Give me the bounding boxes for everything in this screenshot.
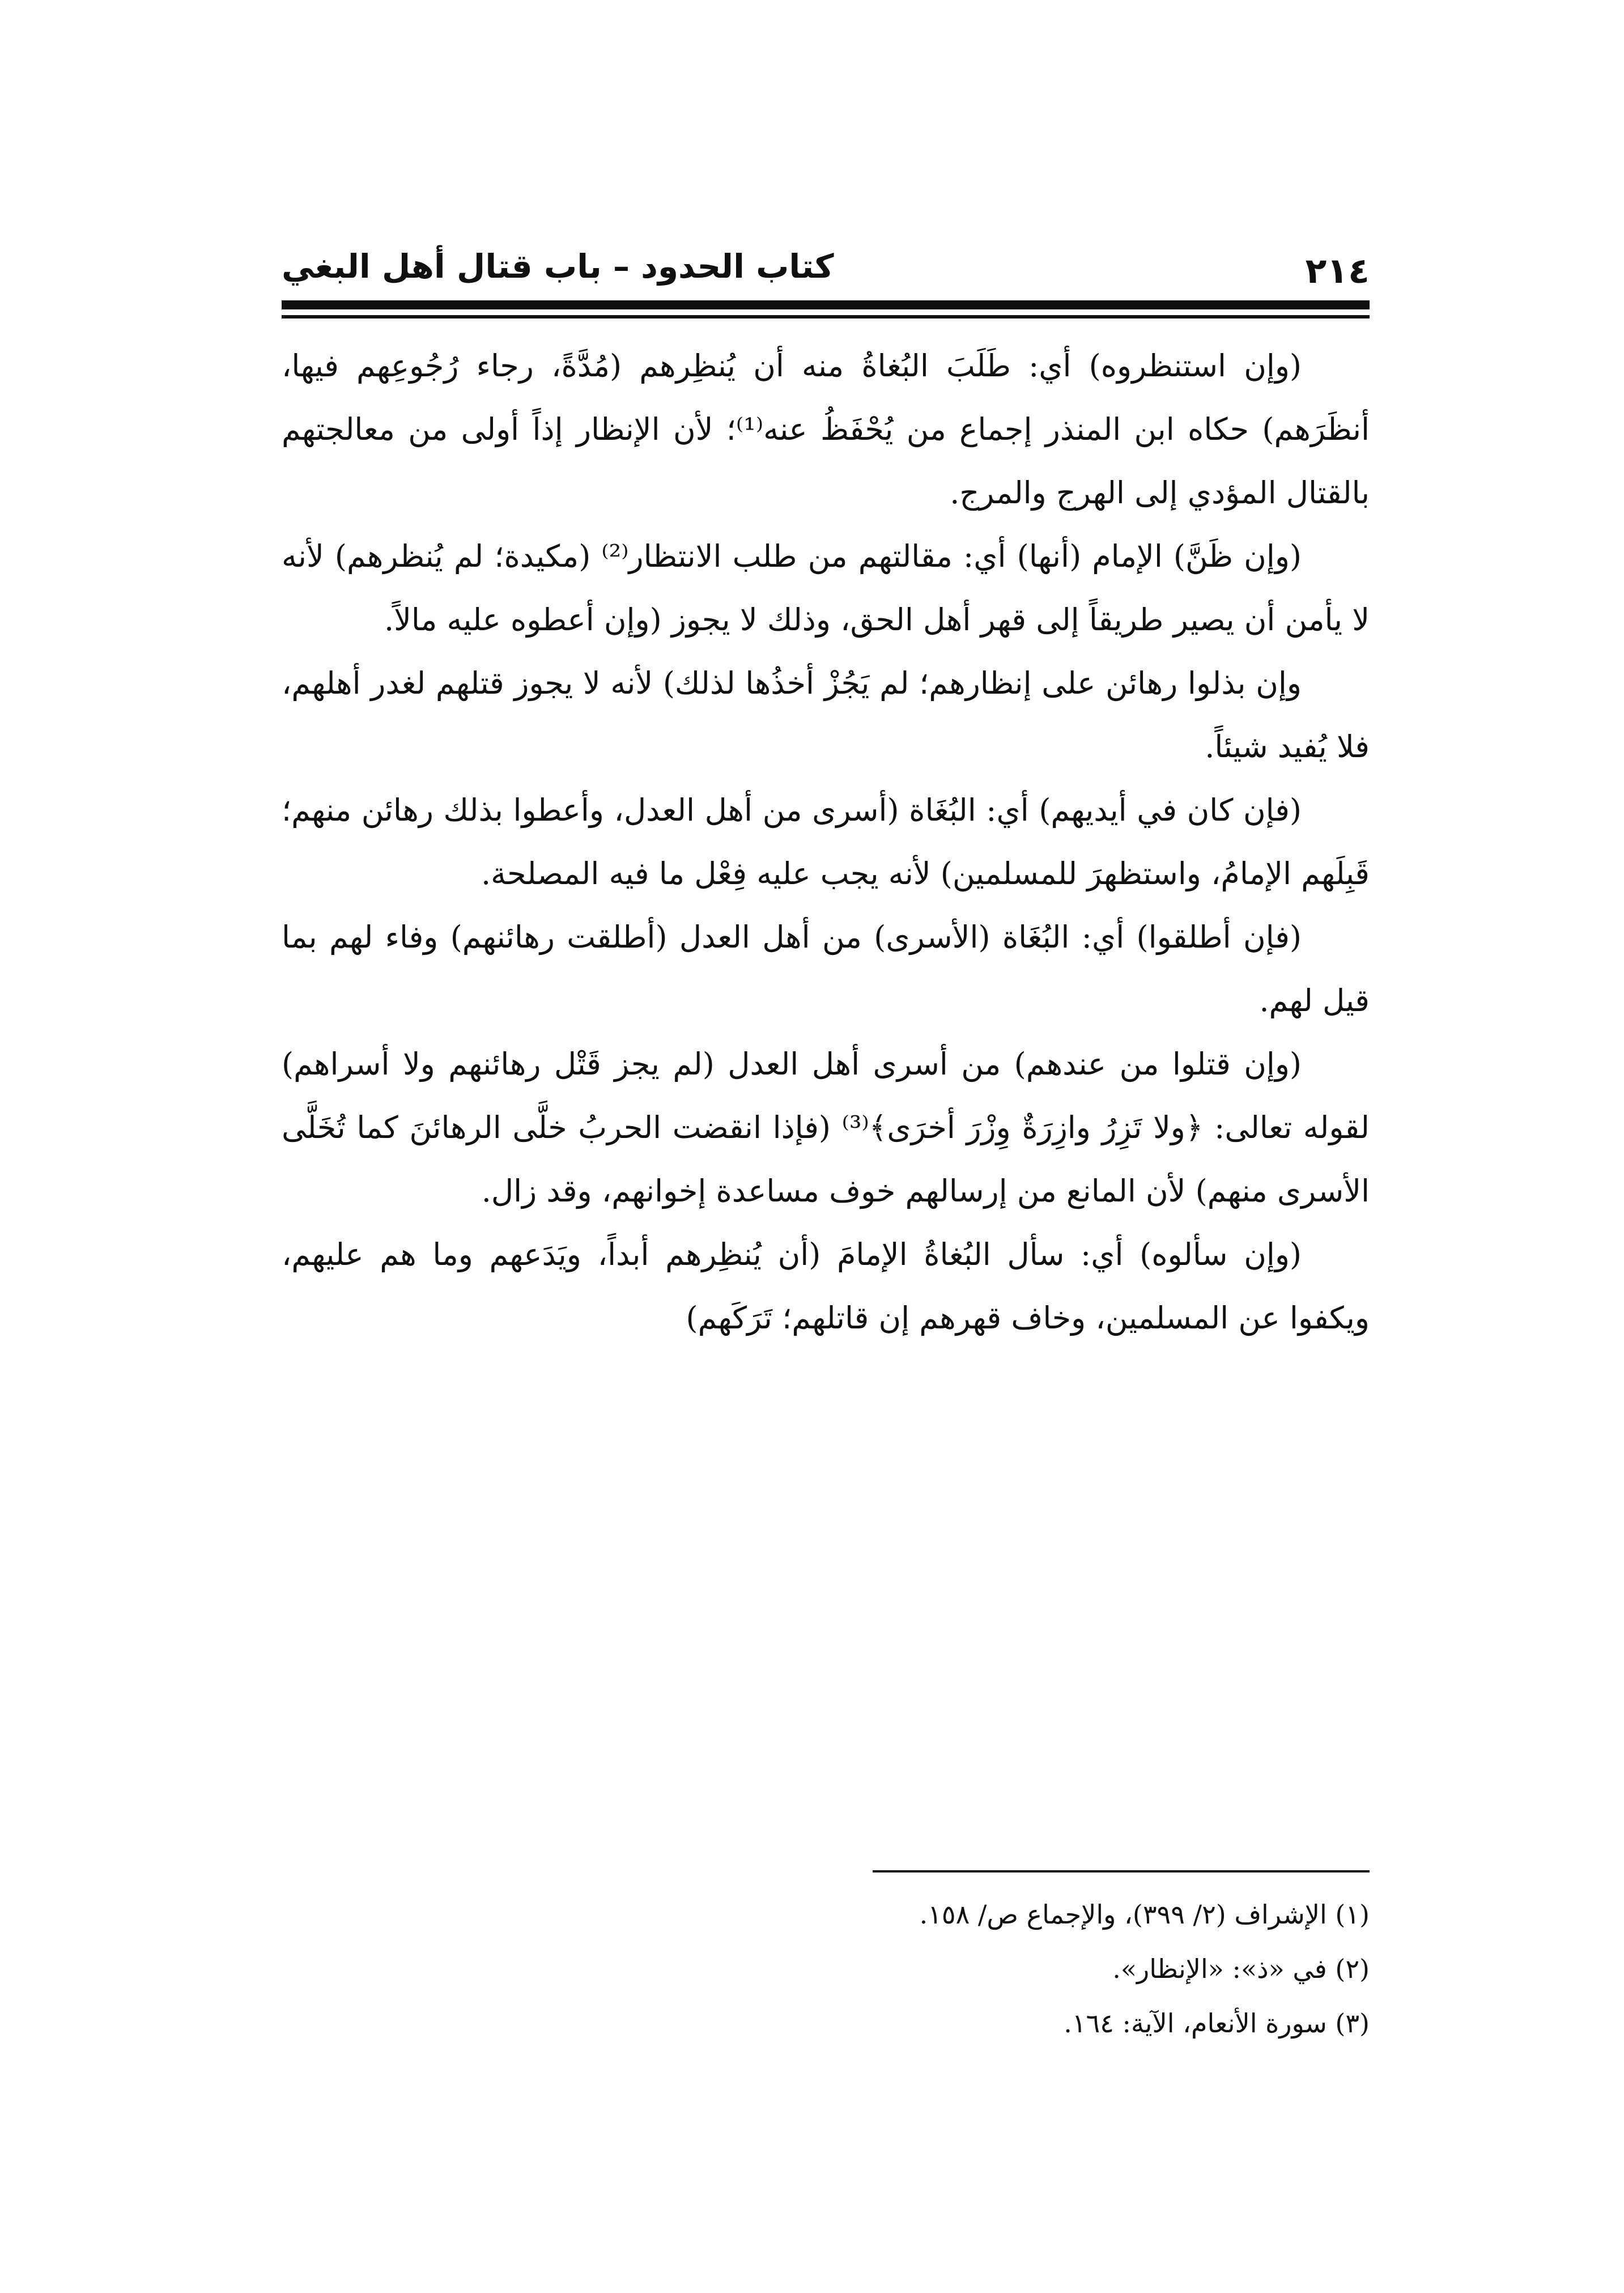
paragraph: (وإن قتلوا من عندهم) من أسرى أهل العدل (لم يجز قَتْل رهائنهم ولا أسراهم) لقوله تعالى: ﴿ولا تَزِرُ وازِرَةٌ وِزْرَ أخرَى﴾⁽³⁾ (فإذا انقضت الحربُ خلَّى الرهائنَ كما تُخَلَّى الأسرى منهم) لأن المانع من إرسالهم خوف مساعدة إخوانهم، وقد زال. xyxy=(282,1046,1370,1209)
paragraph: (وإن استنظروه) أي: طَلَبَ البُغاةُ منه أن يُنظِرهم (مُدَّةً، رجاء رُجُوعِهم فيها، أنظَرَهم) حكاه ابن المنذر إجماع من يُحْفَظُ عنه⁽¹⁾؛ لأن الإنظار إذاً أولى من معالجتهم بالقتال المؤدي إلى الهرج والمرج. xyxy=(282,348,1370,511)
footnote-separator xyxy=(873,1870,1370,1872)
page-number: ٢١٤ xyxy=(1305,250,1370,291)
paragraph: (وإن ظَنَّ) الإمام (أنها) أي: مقالتهم من طلب الانتظار⁽²⁾ (مكيدة؛ لم يُنظرهم) لأنه لا يأمن أن يصير طريقاً إلى قهر أهل الحق، وذلك لا يجوز (وإن أعطوه عليه مالاً. xyxy=(282,538,1370,638)
paragraph: وإن بذلوا رهائن على إنظارهم؛ لم يَجُزْ أخذُها لذلك) لأنه لا يجوز قتلهم لغدر أهلهم، فلا يُفيد شيئاً. xyxy=(282,665,1370,765)
header-rule-thin xyxy=(282,315,1370,319)
header-rule-thick xyxy=(282,300,1370,309)
footnotes xyxy=(282,1887,1370,2050)
paragraph: (فإن أطلقوا) أي: البُغَاة (الأسرى) من أهل العدل (أطلقت رهائنهم) وفاء لهم بما قيل لهم. xyxy=(282,919,1370,1018)
page-header xyxy=(282,238,1370,300)
footnote: (٢) في «ذ»: «الإنظار». xyxy=(1112,1954,1370,1984)
paragraph: (وإن سألوه) أي: سأل البُغاةُ الإمامَ (أن يُنظِرهم أبداً، ويَدَعهم وما هم عليهم، ويكفوا عن المسلمين، وخاف قهرهم إن قاتلهم؛ تَرَكَهم) xyxy=(282,1237,1370,1336)
footnote: (٣) سورة الأنعام، الآية: ١٦٤. xyxy=(1064,2008,1370,2039)
paragraph: (فإن كان في أيديهم) أي: البُغَاة (أسرى من أهل العدل، وأعطوا بذلك رهائن منهم؛ قَبِلَهم الإمامُ، واستظهرَ للمسلمين) لأنه يجب عليه فِعْل ما فيه المصلحة. xyxy=(282,792,1370,891)
main-text xyxy=(282,334,1370,1350)
running-title: كتاب الحدود – باب قتال أهل البغي xyxy=(282,247,834,286)
footnote: (١) الإشراف (٢/ ٣٩٩)، والإجماع ص/ ١٥٨. xyxy=(919,1899,1370,1930)
